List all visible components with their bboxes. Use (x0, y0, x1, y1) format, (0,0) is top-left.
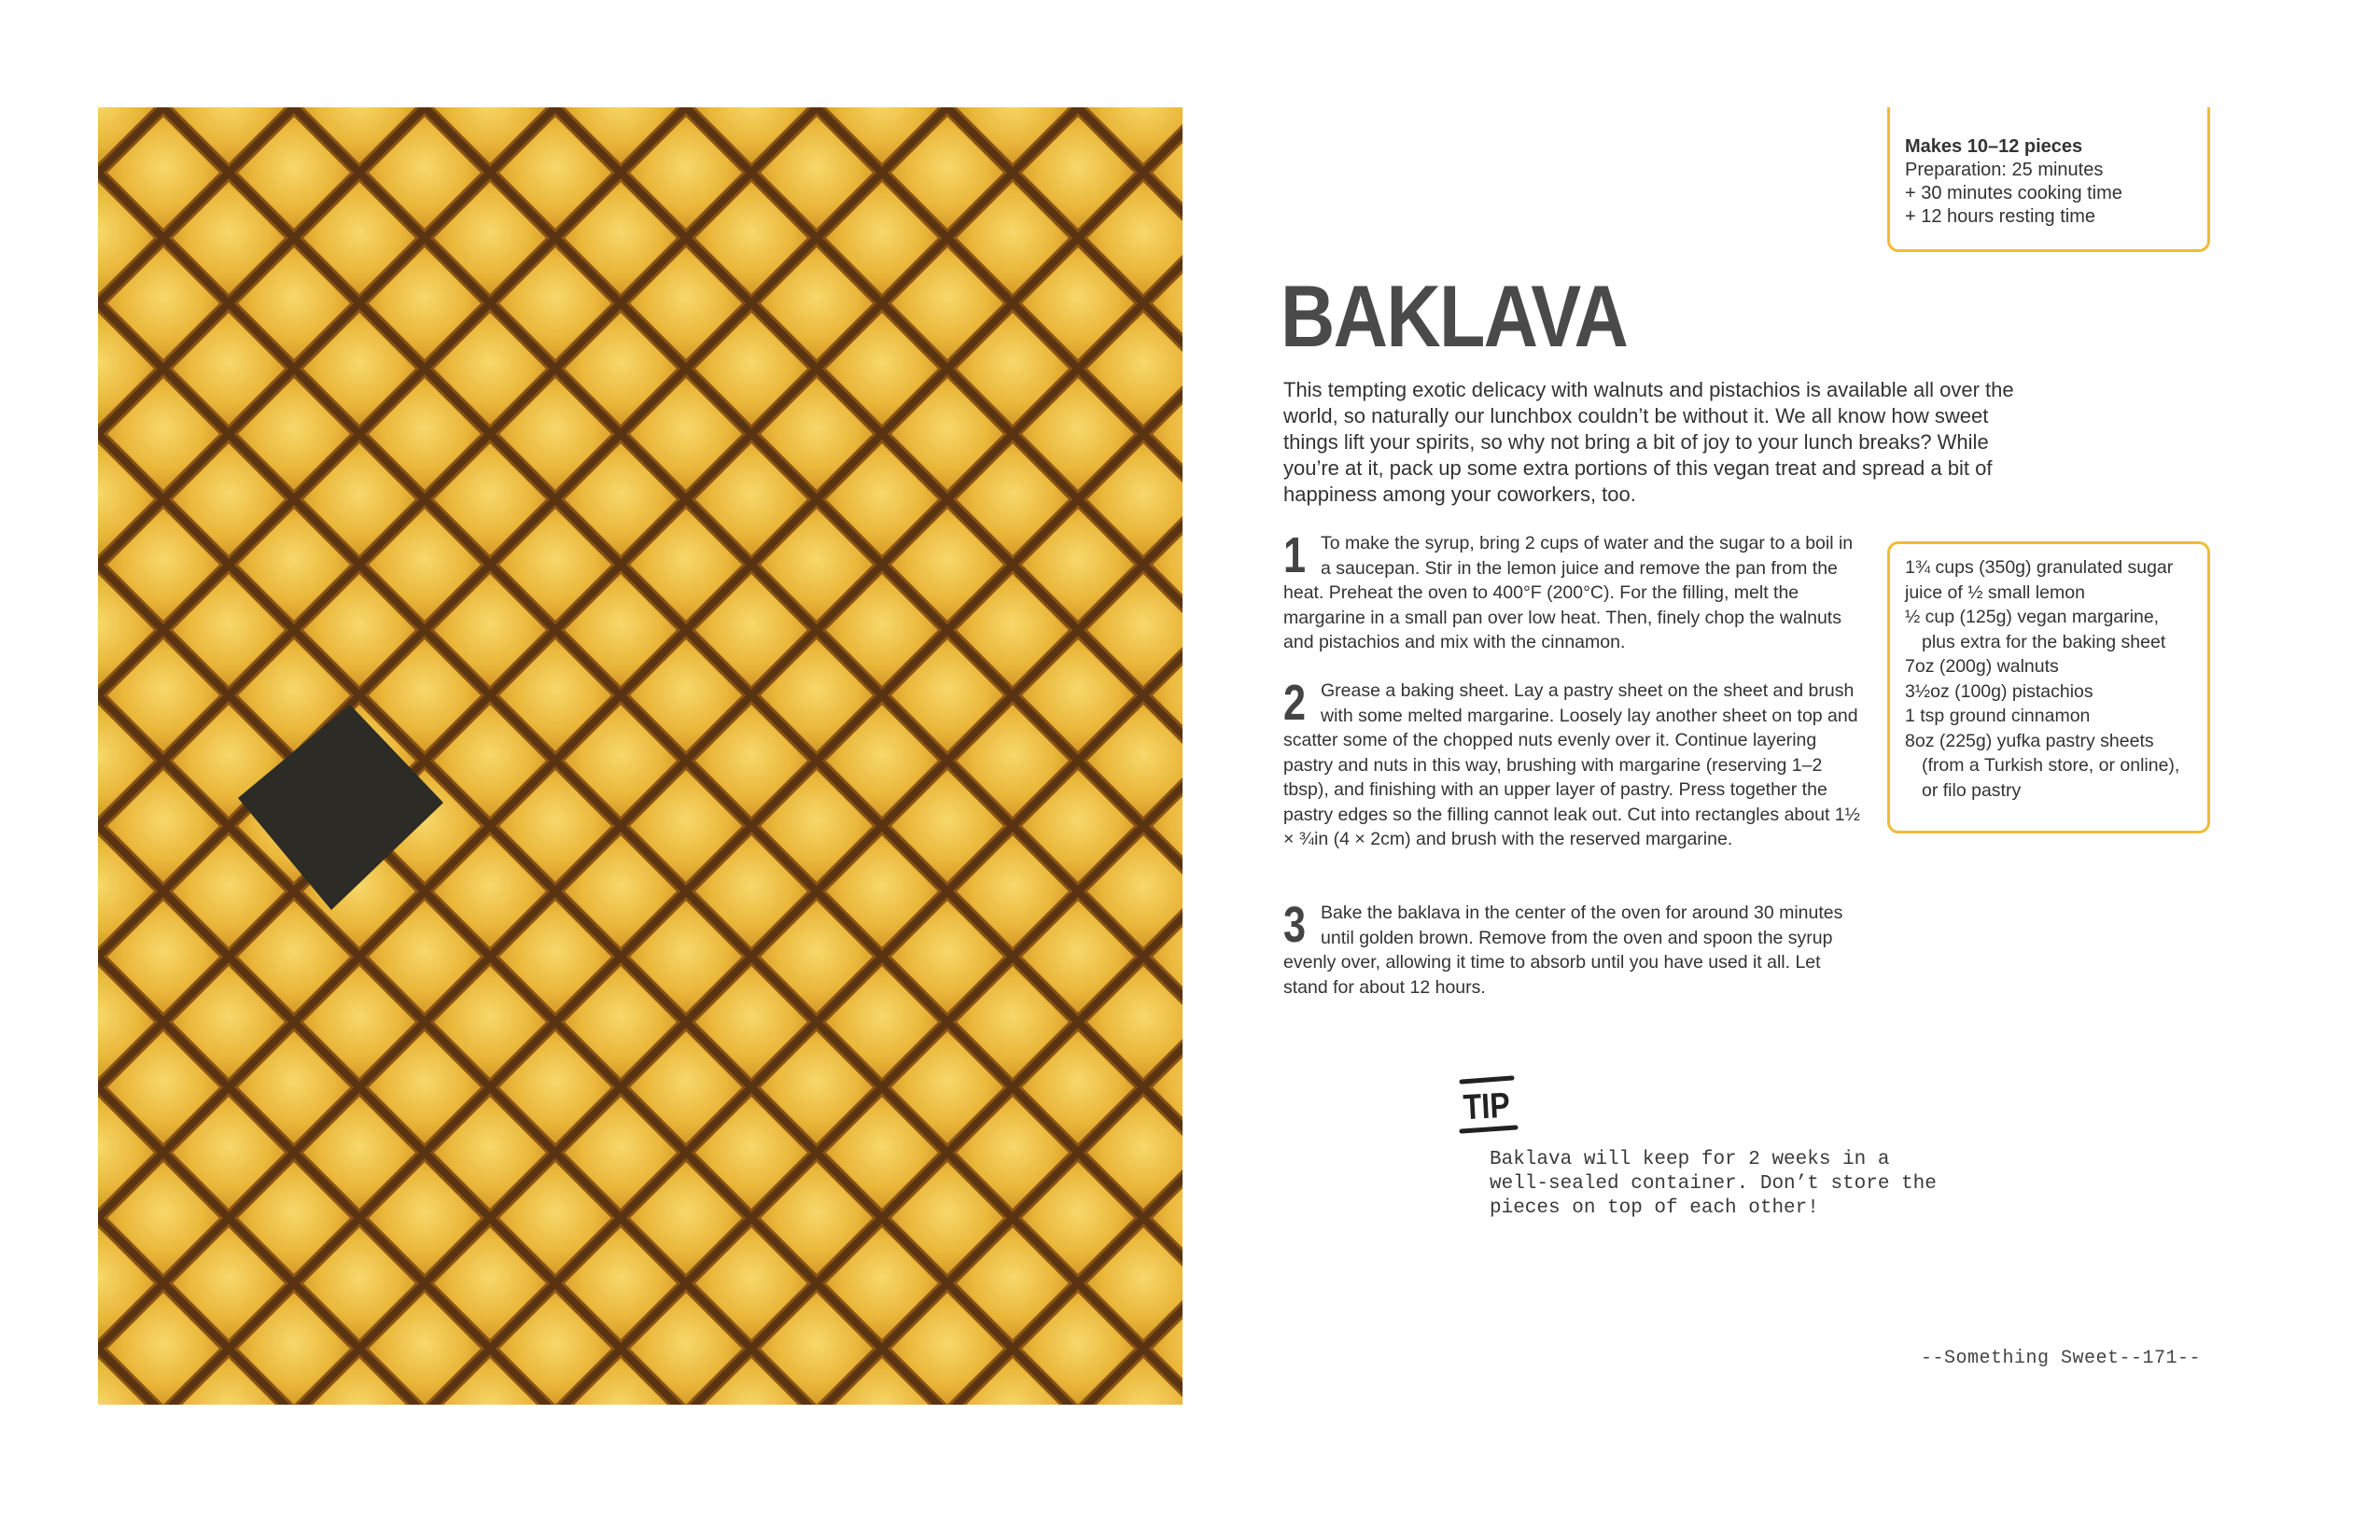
step-3 (1283, 897, 1862, 1000)
rest-time: + 12 hours resting time (1905, 206, 2095, 227)
tip-label: TIP (1462, 1085, 1519, 1128)
ingredient-item: 8oz (225g) yufka pastry sheets (from a Turkish store, or online), or filo pastry (1905, 730, 2180, 801)
step-text: Bake the baklava in the center of the oven for around 30 minutes until golden brown. Remove from the oven and spoon the syrup evenly over, allowing it time to absorb until you have used it all. Let stand for about 12 hours. (1283, 903, 1843, 998)
step-text: To make the syrup, bring 2 cups of water and the sugar to a boil in a saucepan. Stir in the lemon juice and remove the pan from the heat. Preheat the oven to 400°F (200°C). For the filling, melt the margarine in a small pan over low heat. Then, finely chop the walnuts and pistachios and mix with the cinnamon. (1283, 533, 1854, 652)
ingredient-item: ½ cup (125g) vegan margarine, plus extra for the baking sheet (1905, 607, 2166, 652)
ingredient-item: 1 tsp ground cinnamon (1905, 706, 2091, 726)
cook-time: + 30 minutes cooking time (1905, 183, 2122, 203)
ingredient-item: 3½oz (100g) pistachios (1905, 680, 2093, 702)
tip-logo-icon (1458, 1073, 1523, 1139)
prep-time: Preparation: 25 minutes (1905, 160, 2104, 180)
step-number: 3 (1283, 897, 1307, 953)
yield-line: Makes 10–12 pieces (1905, 136, 2083, 157)
step-text: Grease a baking sheet. Lay a pastry sheet on the sheet and brush with some melted margarine. Loosely lay another sheet on top and scatter some of the chopped nuts evenly over it. Continue layering pastry and nuts in this way, brushing with margarine (reserving 1–2 tbsp), and finishing with an upper layer of pastry. Press together the pastry edges so the filling cannot leak out. Cut into rectangles about 1½ × ¾in (4 × 2cm) and brush with the reserved margarine. (1283, 680, 1860, 849)
tip-text: Baklava will keep for 2 weeks in a well-sealed container. Don’t store the pieces on top of each other! (1490, 1149, 1937, 1219)
step-number: 1 (1283, 527, 1307, 583)
baklava-photo (98, 107, 1183, 1405)
page-footer: --Something Sweet--171-- (1921, 1348, 2202, 1369)
ingredient-item: 1¾ cups (350g) granulated sugar (1905, 557, 2174, 578)
yield-box (1887, 107, 2210, 252)
recipe-intro: This tempting exotic delicacy with walnuts and pistachios is available all over the world, so naturally our lunchbox couldn’t be without it. We all know how sweet things lift your spirits, so why not bring a bit of joy to your lunch breaks? While you’re at it, pack up some extra portions of this vegan treat and spread a bit of happiness among your coworkers, too. (1283, 378, 2014, 506)
ingredients-list (1905, 555, 2192, 803)
ingredient-item: 7oz (200g) walnuts (1905, 656, 2059, 677)
ingredient-item: juice of ½ small lemon (1905, 581, 2085, 603)
ingredients-box (1887, 541, 2210, 833)
step-1 (1283, 527, 1862, 655)
step-2 (1283, 675, 1862, 852)
step-number: 2 (1283, 675, 1307, 731)
recipe-title: BAKLAVA (1281, 267, 1628, 365)
